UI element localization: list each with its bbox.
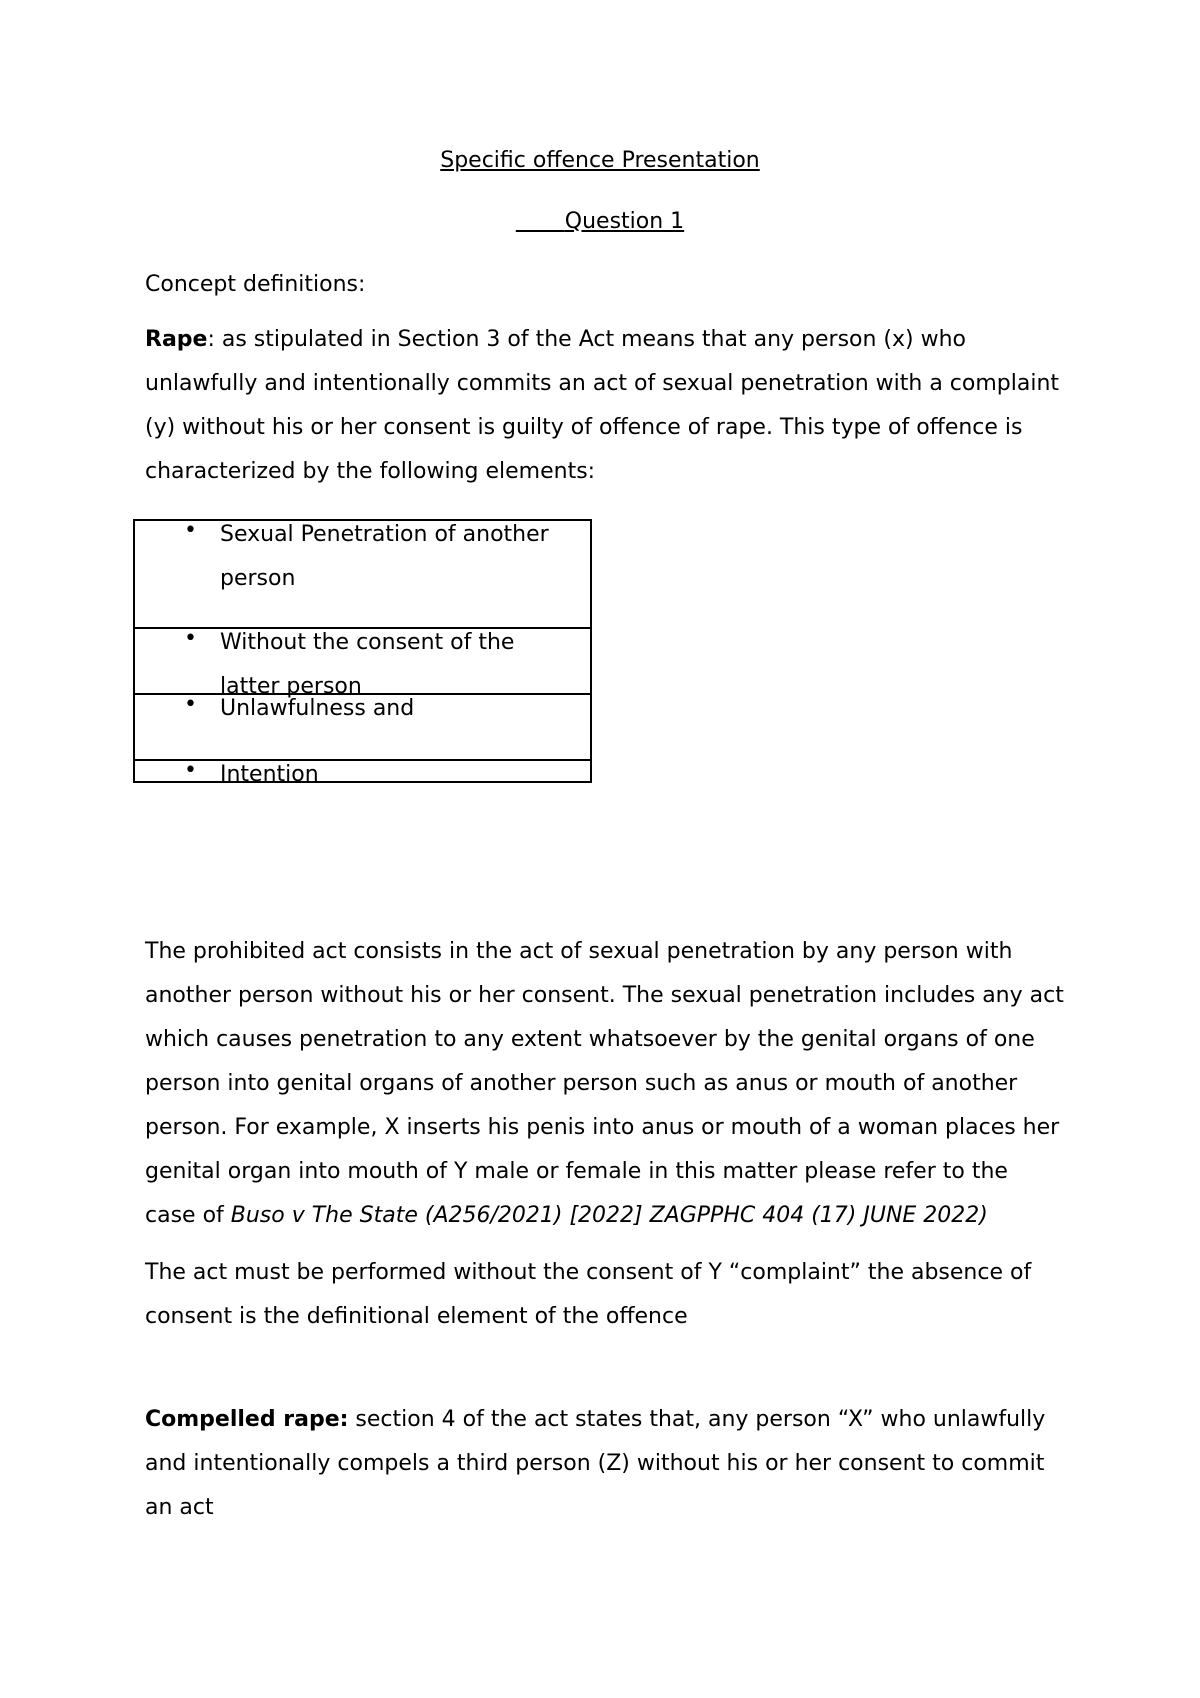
- consent-paragraph: The act must be performed without the consent of Y “complaint” the absence of consent is the definitional element of the offence: [145, 1260, 1032, 1329]
- bullet-icon: •: [184, 626, 197, 651]
- compelled-rape-term: Compelled rape:: [145, 1407, 349, 1432]
- document-title: Specific offence Presentation: [440, 148, 760, 173]
- compelled-rape-paragraph: [145, 1398, 1065, 1530]
- table-row: [134, 760, 591, 782]
- bullet-icon: •: [184, 518, 197, 543]
- concept-heading: Concept definitions:: [145, 272, 366, 297]
- element-item: Unlawfulness and: [220, 696, 415, 721]
- elements-table: [133, 518, 592, 787]
- element-item: Without the consent of the latter person: [220, 630, 515, 699]
- prohibited-act-text: The prohibited act consists in the act of sexual penetration by any person with another person without his or her consent. The sexual penetration includes any act which causes penetration to any extent whatsoever by the genital organs of one person into genital organs of another person such as anus or mouth of another person. For example, X inserts his penis into anus or mouth of a woman places her genital organ into mouth of Y male or female in this matter please refer to the case of: [145, 939, 1064, 1228]
- case-citation: Buso v The State (A256/2021) [2022] ZAGPPHC 404 (17) JUNE 2022): [230, 1203, 988, 1228]
- table-row: [134, 520, 591, 628]
- rape-definition-paragraph: [145, 318, 1065, 494]
- question-heading: [0, 207, 1200, 237]
- bullet-icon: •: [184, 758, 197, 783]
- compelled-rape-definition: section 4 of the act states that, any person “X” who unlawfully and intentionally compels a third person (Z) without his or her consent to commit an act: [145, 1407, 1046, 1520]
- table-row: [134, 628, 591, 694]
- table-row: [134, 694, 591, 760]
- prohibited-act-paragraph: [145, 930, 1065, 1238]
- bullet-icon: •: [184, 692, 197, 717]
- element-item: Intention: [220, 762, 319, 787]
- question-label: Question 1: [564, 209, 685, 234]
- element-item: Sexual Penetration of another person: [220, 522, 549, 591]
- rape-term: Rape: [145, 327, 208, 352]
- rape-definition: : as stipulated in Section 3 of the Act means that any person (x) who unlawfully and intentionally commits an act of sexual penetration with a complaint (y) without his or her consent is guilty of offence of rape. This type of offence is characterized by the following elements:: [145, 327, 1060, 484]
